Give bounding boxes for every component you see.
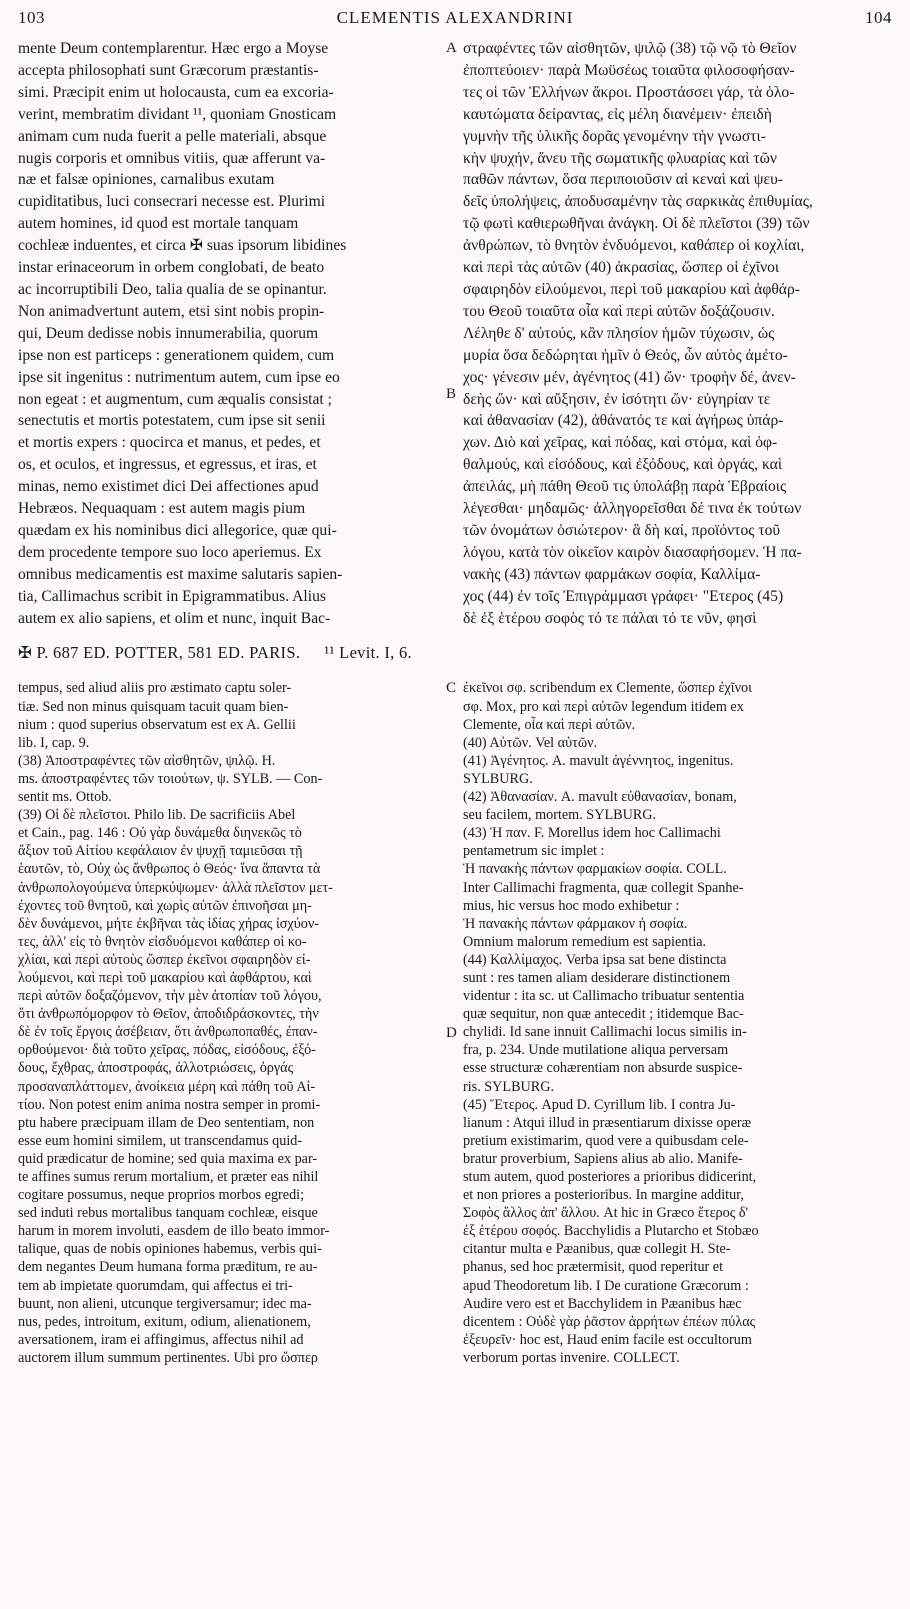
note-line: Ἡ πανακὴς πάντων φαρμακίων σοφία. COLL.	[463, 861, 727, 878]
note-line: προσαναπλάττομεν, ἀνοίκεια μέρη καὶ πάθη τοῦ Αἰ-	[18, 1078, 316, 1095]
latin-text-line: Non animadvertunt autem, etsi sint nobis propin-	[18, 302, 325, 320]
note-line: sunt : res tamen aliam desiderare distinctionem	[463, 969, 731, 986]
note-line: (44) Καλλίμαχος. Verba ipsa sat bene distincta	[463, 951, 727, 968]
note-line: δὲν δυνάμενοι, μήτε ἐκβῆναι τὰς ἰδίας χήρας ἰσχύον-	[18, 915, 319, 932]
note-line: aversationem, iram ei affingimus, affectus nihil ad	[18, 1331, 304, 1348]
note-line: lianum : Atqui illud in præsentiarum dixisse operæ	[463, 1114, 752, 1131]
note-line: ἑαυτῶν, τὸ, Οὐχ ὡς ἄνθρωπος ὁ Θεός· ἵνα ἅπαντα τὰ	[18, 861, 321, 878]
note-line: dem negantes Deum humana forma præditum, re au-	[18, 1259, 318, 1276]
latin-text-line: simi. Præcipit enim ut holocausta, cum ea excoria-	[18, 83, 334, 101]
note-line: (41) Ἀγένητος. A. mavult ἀγέννητος, ingenitus.	[463, 752, 734, 769]
note-line: δους, ἔχθρας, ἀποστροφάς, ἀλλοτριώσεις, ὀργάς	[18, 1060, 294, 1077]
note-line: ptu habere præcipuam illam de Deo sententiam, non	[18, 1114, 315, 1131]
note-line: esse structuræ cohærentiam non absurde suspice-	[463, 1060, 743, 1077]
greek-text-line: θαλμούς, καὶ εἰσόδους, καὶ ἐξόδους, καὶ ὀργάς, καὶ	[463, 456, 783, 474]
note-line: Clemente, οἷα καὶ περὶ αὐτῶν.	[463, 716, 636, 733]
note-line: quid prædicatur de homine; sed quia maxima ex par-	[18, 1150, 318, 1167]
note-line: seu facilem, mortem. SYLBURG.	[463, 807, 657, 824]
note-line: ἐξ ἑτέρου σοφός. Bacchylidis a Plutarcho et Stobæo	[463, 1223, 759, 1240]
latin-text-line: nugis corporis et omnibus vitiis, quæ afferunt va-	[18, 149, 326, 167]
latin-text-line: senectutis et mortis potestatem, cum ipse sit senii	[18, 412, 326, 430]
greek-text-line: χων. Διὸ καὶ χεῖρας, καὶ πόδας, καὶ στόμα, καὶ ὀφ-	[463, 434, 778, 452]
latin-text-line: tia, Callimachus scribit in Epigrammatibus. Alius	[18, 587, 326, 605]
note-line: Audire vero est et Bacchylidem in Pæanibus hæc	[463, 1295, 742, 1312]
latin-text-line: autem homines, id quod est mortale tanquam	[18, 215, 299, 233]
note-line: talique, quas de nobis opiniones habemus, verbis qui-	[18, 1241, 322, 1258]
latin-text-line: ac incorruptibili Deo, talia qualia de se opinantur.	[18, 280, 327, 298]
note-line: (43) Ἡ παν. F. Morellus idem hoc Callimachi	[463, 825, 721, 842]
running-head	[18, 8, 892, 38]
note-line: fra, p. 234. Unde mutilatione aliqua perversam	[463, 1042, 729, 1059]
note-line: δὲ ἐν τοῖς ἔργοις ἀσέβειαν, ὅτι ἀνθρωποπαθές, ἐπαν-	[18, 1024, 318, 1041]
note-line: ἐκεῖνοι σφ. scribendum ex Clemente, ὥσπερ ἐχῖνοι	[463, 680, 752, 697]
note-line: (45) Ἕτερος. Apud D. Cyrillum lib. I contra Ju-	[463, 1096, 736, 1113]
greek-text-line: τῷ φωτὶ καθιερωθῆναι ἀνάγκη. Οἱ δὲ πλεῖστοι (39) τῶν	[463, 215, 810, 233]
greek-text-line: χος (44) ἐν τοῖς Ἐπιγράμμασι γράφει· "Ετερος (45)	[463, 587, 784, 605]
note-line: et non priores a posterioribus. In margine additur,	[463, 1187, 744, 1204]
note-line: ἄξιον τοῦ Αἰτίου κεφάλαιον ἐν ψυχῇ ταμιεῦσαι τῇ	[18, 843, 303, 860]
latin-text-line: quædam ex his nominibus dici allegorice, quæ qui-	[18, 521, 337, 539]
greek-text-line: μυρία ὅσα δεδώρηται ἡμῖν ὁ Θεός, ὧν αὐτὸς ἀμέτο-	[463, 346, 788, 364]
greek-text-line: γυμνὴν τῆς ὑλικῆς δορᾶς γενομένην τὴν γνωστι-	[463, 127, 766, 145]
note-line: τες, ἀλλ' εἰς τὸ θνητὸν εἰσδυόμενοι καθάπερ οἱ κο-	[18, 933, 307, 950]
edition-line	[18, 643, 892, 667]
latin-text-line: mente Deum contemplarentur. Hæc ergo a Moyse	[18, 40, 329, 57]
greek-text-line: νακὴς (43) πάντων φαρμάκων σοφία, Καλλίμα-	[463, 565, 761, 583]
notes-right-column	[453, 679, 892, 1367]
latin-text-line: dem procedente tempore suo loco aperiemus. Ex	[18, 543, 322, 561]
latin-text-line: ipse non est particeps : generationem quidem, cum	[18, 346, 335, 364]
note-line: sed induti rebus mortalibus tanquam cochleæ, eisque	[18, 1205, 318, 1222]
latin-text-line: animam cum nuda fuerit a pelle materiali, absque	[18, 127, 327, 145]
greek-text-line: σφαιρηδὸν εἰλούμενοι, περὶ τοῦ μακαρίου καὶ ἀφθάρ-	[463, 280, 800, 298]
note-line: σφ. Mox, pro καὶ περὶ αὐτῶν legendum itidem ex	[463, 698, 744, 715]
note-line: pretium existimarim, quod vere a quibusdam cele-	[463, 1132, 749, 1149]
margin-letter-d: D	[446, 1025, 457, 1042]
note-line: videntur : ita sc. ut Callimacho tribuatur sententia	[463, 988, 745, 1005]
greek-text-line: ἐποπτεύοιεν· παρὰ Μωϋσέως τοιαῦτα φιλοσοφήσαν-	[463, 61, 795, 79]
latin-text-line: cupiditatibus, luci consecrari necesse est. Plurimi	[18, 193, 326, 211]
greek-text-line: στραφέντες τῶν αἰσθητῶν, ψιλῷ (38) τῷ νῷ τὸ Θεῖον	[463, 40, 797, 57]
note-line: buunt, non alieni, utcunque tergiversamur; idec ma-	[18, 1295, 312, 1312]
note-line: tem ab impietate quorumdam, qui affectus ei tri-	[18, 1277, 293, 1294]
greek-text-line: δεῖς ὑπολήψεις, ἀποδυσαμένην τὰς σαρκικὰς ἐπιθυμίας,	[463, 193, 813, 211]
latin-text-line: os, et oculos, et ingressus, et egressus, et iras, et	[18, 456, 317, 474]
note-line: Omnium malorum remedium est sapientia.	[463, 933, 707, 950]
greek-text-line: του Θεοῦ τοιαῦτα οἷα καὶ περὶ αὐτῶν δοξάζουσιν.	[463, 302, 775, 320]
note-line: stum autem, quod posteriores a prioribus didicerint,	[463, 1169, 757, 1185]
note-line: harum in morem involuti, easdem de illo beato immor-	[18, 1223, 330, 1240]
note-line: SYLBURG.	[463, 770, 533, 787]
note-line: apud Theodoretum lib. I De curatione Græcorum :	[463, 1277, 749, 1294]
page-number-right: 104	[864, 8, 892, 27]
latin-text-line: minas, nemo existimet dici Dei affectiones apud	[18, 478, 319, 496]
margin-letter-c: C	[446, 680, 457, 697]
note-line: quæ sequitur, non quæ antecedit ; itidemque Bac-	[463, 1006, 744, 1023]
greek-text-line: καὶ ἀθανασίαν (42), ἀθάνατός τε καὶ ἀγήρως ὑπάρ-	[463, 412, 784, 430]
note-line: te affines sumus rerum mortalium, et præter eas nihil	[18, 1169, 319, 1185]
greek-text-line: δεὴς ὤν· καὶ αὔξησιν, ἐν ἰσότητι ὤν· εὐγηρίαν τε	[463, 390, 771, 408]
greek-text-line: καὶ περὶ τὰς αὐτῶν (40) ἀκρασίας, ὥσπερ οἱ ἐχῖνοι	[463, 259, 780, 277]
greek-text-line: τῶν ὀνομάτων ὁσιώτερον· ἃ δὴ καί, προϊόντος τοῦ	[463, 521, 781, 539]
note-line: (42) Ἀθανασίαν. A. mavult εὐθανασίαν, bonam,	[463, 789, 737, 806]
note-line: Inter Callimachi fragmenta, quæ collegit Spanhe-	[463, 879, 744, 896]
page	[18, 8, 892, 1367]
note-line: verborum portas invenire. COLLECT.	[463, 1349, 680, 1366]
note-line: nus, pedes, introitum, exitum, odium, alienationem,	[18, 1313, 311, 1330]
note-line: nium : quod superius observatum est ex A. Gellii	[18, 716, 296, 733]
note-line: cogitare possumus, neque proprios morbos egredi;	[18, 1187, 305, 1204]
latin-text-line: cochleæ induentes, et circa ✠ suas ipsorum libidines	[18, 237, 347, 255]
latin-text-line: Hebræos. Nequaquam : est autem magis pium	[18, 500, 306, 518]
note-line: tiæ. Sed non minus quisquam tacuit quam bien-	[18, 698, 289, 715]
note-line: (38) Ἀποστραφέντες τῶν αἰσθητῶν, ψιλῷ. H.	[18, 752, 276, 769]
greek-text-line: παθῶν πάντων, ὅσα περιποιοῦσιν αἱ κεναὶ καὶ ψευ-	[463, 171, 783, 189]
footnote-reference: ¹¹ Levit. I, 6.	[324, 643, 412, 663]
latin-column	[18, 38, 453, 629]
note-line: έχοντες τοῦ θνητοῦ, καὶ χωρὶς αὐτῶν ἐπινοῆσαι μη-	[18, 897, 312, 914]
latin-text-line: et mortis expers : quocirca et manus, et pedes, et	[18, 434, 321, 452]
note-line: pentametrum sic implet :	[463, 843, 605, 860]
note-line: (40) Αὐτῶν. Vel αὑτῶν.	[463, 734, 598, 751]
note-line: ἀνθρωπολογούμενα ὑπερκύψωμεν· ἀλλὰ πλεῖστον μετ-	[18, 879, 333, 896]
note-line: ms. ἀποστραφέντες τῶν τοιούτων, ψ. SYLB. — Con-	[18, 770, 323, 787]
note-line: et Cain., pag. 146 : Οὐ γὰρ δυνάμεθα διηνεκῶς τὸ	[18, 825, 302, 842]
note-line: ὅτι ἀνθρωπόμορφον τὸ Θεῖον, ἀποδιδράσκοντες, τὴν	[18, 1006, 319, 1023]
margin-letter-b: B	[446, 386, 457, 402]
notes-left-column	[18, 679, 453, 1367]
main-text	[18, 38, 892, 629]
note-line: lib. I, cap. 9.	[18, 734, 90, 751]
greek-text-line: κὴν ψυχήν, ἄνευ τῆς σωματικῆς φλυαρίας καὶ τῶν	[463, 149, 777, 167]
note-line: dicentem : Οὐδὲ γὰρ ῥᾶστον ἀρρήτων ἐπέων πύλας	[463, 1313, 756, 1330]
latin-text-line: instar erinaceorum in orbem conglobati, de beato	[18, 259, 325, 277]
latin-text-line: autem ex alio sapiens, et olim et nunc, inquit Bac-	[18, 609, 331, 627]
note-line: bratur proverbium, Sapiens alius ab alio. Manife-	[463, 1150, 743, 1167]
greek-column	[453, 38, 892, 629]
note-line: ἐξευρεῖν· hoc est, Haud enim facile est occultorum	[463, 1331, 752, 1348]
page-number-left: 103	[18, 8, 45, 27]
latin-text-line: ipse sit ingenitus : nutrimentum autem, cum ipse eo	[18, 368, 340, 386]
latin-text-line: næ et falsæ opiniones, carnalibus exutam	[18, 171, 275, 189]
note-line: chylidi. Id sane innuit Callimachi locus similis in-	[463, 1024, 747, 1041]
margin-letter-a: A	[446, 40, 457, 56]
note-line: phanus, sed hoc prætermisit, quod reperitur et	[463, 1259, 724, 1276]
notes-section	[18, 679, 892, 1367]
note-line: sentit ms. Ottob.	[18, 789, 112, 806]
note-line: ris. SYLBURG.	[463, 1078, 555, 1095]
note-line: tempus, sed aliud aliis pro æstimato captu soler-	[18, 680, 292, 697]
latin-text-line: accepta philosophati sunt Græcorum præstantis-	[18, 61, 319, 79]
note-line: περὶ αὐτῶν δοξαζόμενον, τὴν μὲν ἀτοπίαν τοῦ λόγου,	[18, 988, 322, 1005]
note-line: auctorem illum summum pertinentes. Ubi pro ὥσπερ	[18, 1349, 319, 1366]
greek-text-line: ἀπειλάς, μὴ πάθη Θεοῦ τις ὑπολάβῃ παρὰ Ἑβραίοις	[463, 478, 787, 496]
note-line: λούμενοι, καὶ περὶ τοῦ μακαρίου καὶ ἀφθάρτου, καὶ	[18, 969, 312, 986]
note-line: χλίαι, καὶ περὶ αὐτοὺς ὥσπερ ἐκεῖνοι σφαιρηδὸν εἰ-	[18, 951, 311, 968]
note-line: τίου. Non potest enim anima nostra semper in promi-	[18, 1096, 321, 1113]
latin-text-line: omnibus medicamentis est maxime salutaris sapien-	[18, 565, 343, 583]
greek-text-line: δὲ ἐξ ἑτέρου σοφὸς τό τε πάλαι τό τε νῦν, φησὶ	[463, 609, 757, 627]
latin-text-line: qui, Deum dedisse nobis innumerabilia, quorum	[18, 324, 319, 342]
note-line: mius, hic versus hoc modo exhibetur :	[463, 897, 680, 914]
greek-text-line: λέγεσθαι· μηδαμῶς· ἀλληγορεῖσθαι δέ τινα ἐκ τούτων	[463, 500, 802, 518]
note-line: citantur multa e Pæanibus, quæ collegit H. Ste-	[463, 1241, 731, 1258]
greek-text-line: χος· γένεσιν μέν, ἀγένητος (41) ὤν· τροφὴν δέ, ἀνεν-	[463, 368, 796, 386]
greek-text-line: Λέληθε δ' αὐτούς, κἂν πλησίον ἡμῶν τύχωσιν, ὡς	[463, 324, 775, 342]
note-line: Σοφὸς ἄλλος ἀπ' ἄλλου. At hic in Græco ἕτερος δ'	[463, 1205, 749, 1222]
greek-text-line: καυτώματα δείραντας, εἰς μέλη διανέμειν· ἐπειδὴ	[463, 105, 772, 123]
latin-text-line: non egeat : et augmentum, cum æqualis consistat ;	[18, 390, 332, 408]
greek-text-line: τες οἱ τῶν Ἑλλήνων ἄκροι. Προστάσσει γάρ, τὰ ὁλο-	[463, 83, 795, 101]
edition-reference: ✠ P. 687 ED. POTTER, 581 ED. PARIS.	[18, 643, 301, 663]
note-line: Ἡ πανακὴς πάντων φάρμακον ἡ σοφία.	[463, 915, 688, 932]
running-title: CLEMENTIS ALEXANDRINI	[336, 8, 574, 27]
greek-text-line: ἀνθρώπων, τὸ θνητὸν ἐνδυόμενοι, καθάπερ οἱ κοχλίαι,	[463, 237, 805, 255]
note-line: (39) Οἱ δὲ πλεῖστοι. Philo lib. De sacrificiis Abel	[18, 807, 296, 824]
greek-text-line: λόγου, κατὰ τὸν οἰκεῖον καιρὸν διασαφήσομεν. Ἡ πα-	[463, 543, 802, 561]
note-line: esse eum homini similem, ut transcendamus quid-	[18, 1132, 303, 1149]
note-line: ορθούμενοι· διὰ τοῦτο χεῖρας, πόδας, εἰσόδους, ἐξό-	[18, 1042, 316, 1059]
latin-text-line: verint, membratim dividant ¹¹, quoniam Gnosticam	[18, 105, 337, 123]
